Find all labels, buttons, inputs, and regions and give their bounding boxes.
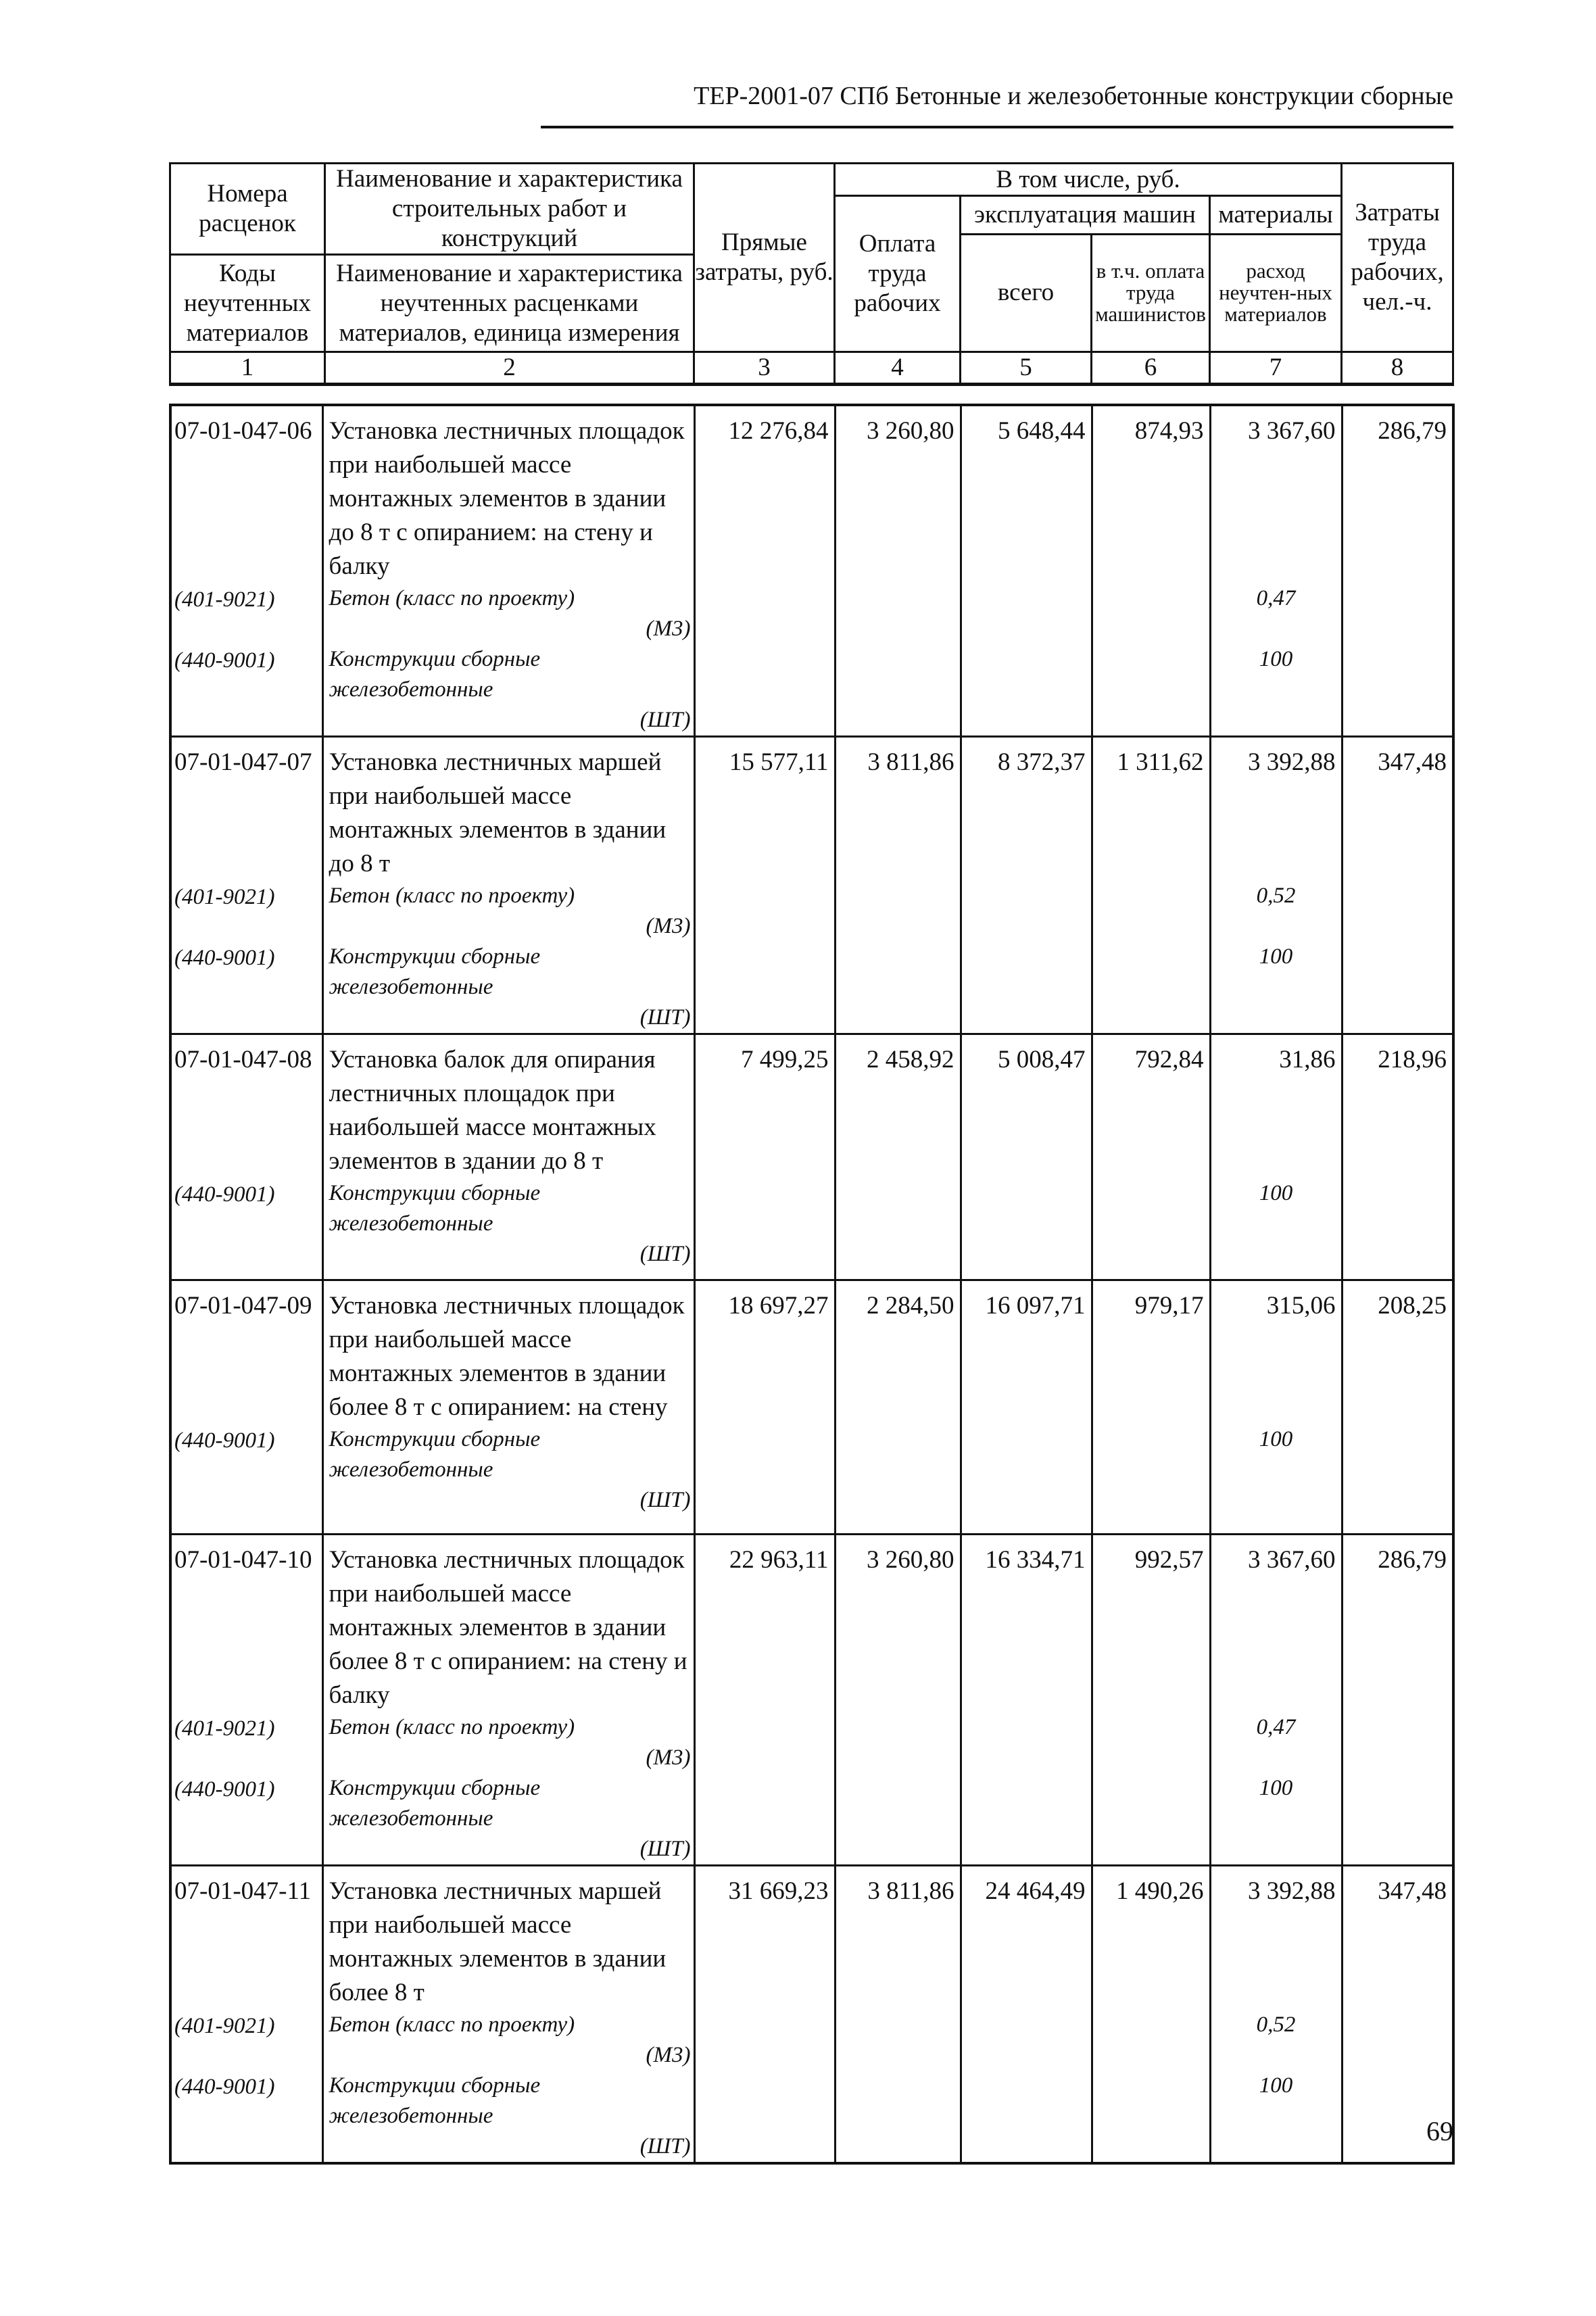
labor-pay-value: 3 260,80 [867, 1546, 954, 1574]
rate-row [170, 1535, 1453, 1866]
direct-cost-value: 18 697,27 [728, 1292, 829, 1320]
machines-total-cell [961, 1034, 1092, 1280]
machines-total-cell [961, 737, 1092, 1034]
machines-total-cell [961, 1280, 1092, 1535]
header-materials-group: материалы [1210, 196, 1342, 235]
machines-total-value: 5 648,44 [998, 417, 1086, 445]
header-rate-numbers: Номера расценок [170, 164, 325, 255]
material-name: Конструкции сборные железобетонные [329, 1181, 541, 1236]
material-quantity: 100 [1259, 944, 1293, 969]
materials-value: 3 392,88 [1248, 1877, 1336, 1905]
machinists-pay-value: 874,93 [1134, 417, 1204, 445]
rate-code: 07-01-047-06 [174, 417, 312, 445]
materials-cell [1210, 1535, 1342, 1866]
material-name: Бетон (класс по проекту) [329, 1715, 575, 1739]
codes-cell [170, 737, 322, 1034]
materials-value: 3 392,88 [1248, 748, 1336, 776]
machinists-pay-cell [1092, 1535, 1210, 1866]
header-unaccounted-materials: расход неучтен-ных материалов [1210, 234, 1342, 352]
header-direct-costs: Прямые затраты, руб. [694, 164, 835, 352]
names-cell [322, 737, 694, 1034]
material-code: (401-9021) [174, 587, 275, 612]
machinists-pay-cell [1092, 1280, 1210, 1535]
direct-cost-cell [694, 1034, 835, 1280]
material-code: (440-9001) [174, 2074, 275, 2099]
material-quantity: 0,47 [1256, 586, 1296, 610]
direct-cost-cell [694, 405, 835, 737]
machinists-pay-value: 1 311,62 [1117, 748, 1204, 776]
work-description: Установка балок для опирания лестничных площадок при наибольшей массе монтажных элементов в здании до 8 т [329, 1046, 656, 1175]
machinists-pay-cell [1092, 1866, 1210, 2164]
labor-pay-value: 3 811,86 [867, 1877, 954, 1905]
material-code: (401-9021) [174, 2013, 275, 2038]
machines-total-value: 8 372,37 [998, 748, 1086, 776]
header-worker-pay: Оплата труда рабочих [835, 196, 961, 352]
material-name: Конструкции сборные железобетонные [329, 1776, 541, 1831]
header-machines-total: всего [961, 234, 1092, 352]
names-cell [322, 405, 694, 737]
column-number: 5 [961, 352, 1092, 385]
names-cell [322, 1535, 694, 1866]
labor-hours-cell [1342, 1535, 1453, 1866]
direct-cost-cell [694, 1535, 835, 1866]
material-quantity: 0,47 [1256, 1715, 1296, 1739]
work-description: Установка лестничных площадок при наибольшей массе монтажных элементов в здании более 8 т с опиранием: на стену [329, 1292, 685, 1421]
codes-cell [170, 405, 322, 737]
material-code: (440-9001) [174, 1777, 275, 1802]
labor-pay-cell [835, 737, 961, 1034]
page-number: 69 [1426, 2116, 1453, 2146]
work-description: Установка лестничных площадок при наибольшей массе монтажных элементов в здании более 8 т с опиранием: на стену и балку [329, 1546, 687, 1709]
names-cell [322, 1280, 694, 1535]
material-quantity: 0,52 [1256, 884, 1296, 908]
header-labor-hours: Затраты труда рабочих, чел.-ч. [1342, 164, 1453, 352]
machinists-pay-cell [1092, 1034, 1210, 1280]
codes-cell [170, 1535, 322, 1866]
materials-cell [1210, 1280, 1342, 1535]
material-quantity: 100 [1259, 1181, 1293, 1205]
labor-hours-cell [1342, 737, 1453, 1034]
machinists-pay-value: 792,84 [1134, 1046, 1204, 1073]
direct-cost-cell [694, 1280, 835, 1535]
direct-cost-value: 31 669,23 [728, 1877, 829, 1905]
work-description: Установка лестничных маршей при наибольшей массе монтажных элементов в здании до 8 т [329, 748, 667, 877]
codes-cell [170, 1280, 322, 1535]
rate-row [170, 1280, 1453, 1535]
labor-hours-cell [1342, 1034, 1453, 1280]
labor-pay-cell [835, 405, 961, 737]
header-machines-group: эксплуатация машин [961, 196, 1210, 235]
labor-pay-cell [835, 1535, 961, 1866]
labor-hours-cell [1342, 1280, 1453, 1535]
labor-pay-value: 3 811,86 [867, 748, 954, 776]
rate-row [170, 1866, 1453, 2164]
direct-cost-cell [694, 1866, 835, 2164]
material-name: Бетон (класс по проекту) [329, 2012, 575, 2037]
material-unit: (М3) [646, 1745, 691, 1770]
material-name: Конструкции сборные железобетонные [329, 2073, 541, 2128]
machines-total-value: 16 334,71 [985, 1546, 1086, 1574]
material-code: (440-9001) [174, 1182, 275, 1207]
rate-code: 07-01-047-07 [174, 748, 312, 776]
labor-pay-cell [835, 1866, 961, 2164]
materials-cell [1210, 1866, 1342, 2164]
labor-hours-value: 218,96 [1378, 1046, 1447, 1073]
material-unit: (М3) [646, 914, 691, 938]
direct-cost-value: 7 499,25 [741, 1046, 829, 1073]
materials-value: 315,06 [1266, 1292, 1336, 1320]
labor-hours-value: 286,79 [1378, 417, 1447, 445]
material-quantity: 100 [1259, 1776, 1293, 1800]
codes-cell [170, 1034, 322, 1280]
materials-cell [1210, 405, 1342, 737]
rate-row [170, 737, 1453, 1034]
material-code: (440-9001) [174, 945, 275, 970]
machines-total-value: 5 008,47 [998, 1046, 1086, 1073]
material-code: (401-9021) [174, 884, 275, 909]
labor-hours-cell [1342, 405, 1453, 737]
rate-code: 07-01-047-08 [174, 1046, 312, 1073]
machines-total-value: 24 464,49 [985, 1877, 1086, 1905]
machines-total-cell [961, 1535, 1092, 1866]
direct-cost-value: 15 577,11 [729, 748, 829, 776]
work-description: Установка лестничных маршей при наибольшей массе монтажных элементов в здании более 8 т [329, 1877, 667, 2006]
material-name: Конструкции сборные железобетонные [329, 944, 541, 999]
material-quantity: 100 [1259, 2073, 1293, 2098]
rate-code: 07-01-047-09 [174, 1292, 312, 1320]
work-description: Установка лестничных площадок при наибольшей массе монтажных элементов в здании до 8 т с опиранием: на стену и балку [329, 417, 685, 580]
header-number-row [170, 352, 1453, 385]
column-number: 2 [325, 352, 694, 385]
header-material-codes: Коды неучтенных материалов [170, 255, 325, 352]
labor-hours-value: 347,48 [1378, 1877, 1447, 1905]
column-number: 3 [694, 352, 835, 385]
material-quantity: 100 [1259, 647, 1293, 671]
column-number: 8 [1342, 352, 1453, 385]
material-unit: (ШТ) [639, 1242, 691, 1266]
labor-hours-value: 208,25 [1378, 1292, 1447, 1320]
materials-cell [1210, 737, 1342, 1034]
machines-total-value: 16 097,71 [985, 1292, 1086, 1320]
material-quantity: 0,52 [1256, 2012, 1296, 2037]
material-quantity: 100 [1259, 1427, 1293, 1451]
machinists-pay-cell [1092, 737, 1210, 1034]
codes-cell [170, 1866, 322, 2164]
direct-cost-cell [694, 737, 835, 1034]
machinists-pay-value: 992,57 [1134, 1546, 1204, 1574]
rate-row [170, 405, 1453, 737]
machinists-pay-value: 1 490,26 [1116, 1877, 1204, 1905]
column-header-table [169, 162, 1454, 386]
material-name: Бетон (класс по проекту) [329, 586, 575, 610]
material-unit: (ШТ) [639, 1488, 691, 1512]
materials-value: 31,86 [1279, 1046, 1336, 1073]
column-number: 4 [835, 352, 961, 385]
names-cell [322, 1866, 694, 2164]
running-head: ТЕР-2001-07 СПб Бетонные и железобетонные конструкции сборные [694, 82, 1453, 110]
materials-value: 3 367,60 [1248, 1546, 1336, 1574]
material-code: (440-9001) [174, 1428, 275, 1453]
material-name: Конструкции сборные железобетонные [329, 1427, 541, 1482]
direct-cost-value: 12 276,84 [728, 417, 829, 445]
materials-value: 3 367,60 [1248, 417, 1336, 445]
material-unit: (ШТ) [639, 708, 691, 732]
column-number: 1 [170, 352, 325, 385]
material-code: (401-9021) [174, 1716, 275, 1741]
rate-row [170, 1034, 1453, 1280]
machinists-pay-cell [1092, 405, 1210, 737]
labor-pay-value: 2 284,50 [867, 1292, 954, 1320]
header-work-name: Наименование и характеристика строительных работ и конструкций [325, 164, 694, 255]
material-code: (440-9001) [174, 648, 275, 673]
rate-code: 07-01-047-11 [174, 1877, 312, 1905]
rates-table [169, 404, 1455, 2165]
material-unit: (ШТ) [639, 1005, 691, 1030]
material-name: Бетон (класс по проекту) [329, 884, 575, 908]
material-unit: (ШТ) [639, 2134, 691, 2158]
material-name: Конструкции сборные железобетонные [329, 647, 541, 702]
labor-pay-value: 2 458,92 [867, 1046, 954, 1073]
material-unit: (ШТ) [639, 1837, 691, 1861]
machines-total-cell [961, 1866, 1092, 2164]
material-unit: (М3) [646, 2043, 691, 2067]
machinists-pay-value: 979,17 [1134, 1292, 1204, 1320]
header-including-group: В том числе, руб. [835, 164, 1342, 196]
direct-cost-value: 22 963,11 [729, 1546, 829, 1574]
header-machinists-pay: в т.ч. оплата труда машинистов [1092, 234, 1210, 352]
labor-pay-cell [835, 1280, 961, 1535]
header-material-names: Наименование и характеристика неучтенных расценками материалов, единица измерения [325, 255, 694, 352]
labor-pay-value: 3 260,80 [867, 417, 954, 445]
rate-code: 07-01-047-10 [174, 1546, 312, 1574]
material-unit: (М3) [646, 617, 691, 641]
labor-hours-value: 286,79 [1378, 1546, 1447, 1574]
materials-cell [1210, 1034, 1342, 1280]
column-number: 7 [1210, 352, 1342, 385]
column-number: 6 [1092, 352, 1210, 385]
header-rule [541, 126, 1453, 128]
labor-hours-value: 347,48 [1378, 748, 1447, 776]
names-cell [322, 1034, 694, 1280]
labor-pay-cell [835, 1034, 961, 1280]
machines-total-cell [961, 405, 1092, 737]
